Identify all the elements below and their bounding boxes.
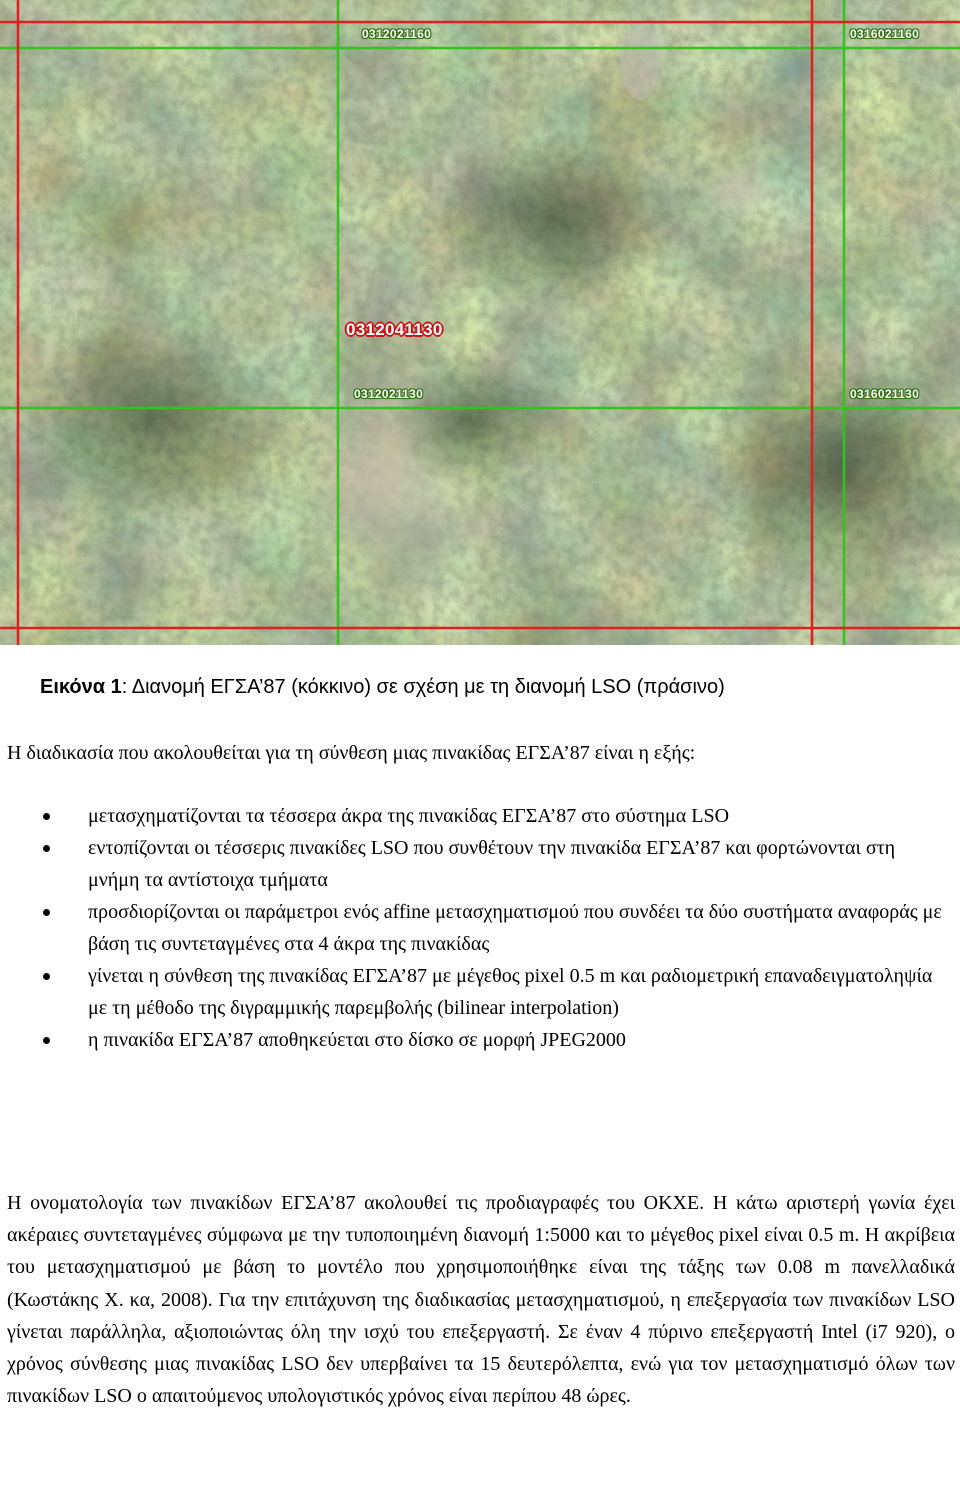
bullet-icon	[43, 909, 50, 916]
intro-sentence: Η διαδικασία που ακολουθείται για τη σύνθεση μιας πινακίδας ΕΓΣΑ’87 είναι η εξής:	[7, 742, 696, 764]
tile-label-mid-left: 0312021130	[354, 387, 424, 401]
list-item-text: γίνεται η σύνθεση της πινακίδας ΕΓΣΑ’87 με μέγεθος pixel 0.5 m και ραδιομετρική επαναδειγματοληψία με τη μέθοδο της διγραμμικής παρεμβολής (bilinear interpolation)	[88, 965, 933, 1019]
body-paragraph: Η ονοματολογία των πινακίδων ΕΓΣΑ’87 ακολουθεί τις προδιαγραφές του ΟΚΧΕ. Η κάτω αριστερή γωνία έχει ακέραιες συντεταγμένες σύμφωνα με την τυποποιημένη διανομή 1:5000 και το μέγεθος pixel είναι 0.5 m. Η ακρίβεια του μετασχηματισμού με βάση το μοντέλο που χρησιμοποιήθηκε είναι της τάξης των 0.08 m πανελλαδικά (Κωστάκης Χ. κα, 2008). Για την επιτάχυνση της διαδικασίας μετασχηματισμού, η επεξεργασία των πινακίδων LSO γίνεται παράλληλα, αξιοποιώντας όλη την ισχύ του επεξεργαστή. Σε έναν 4 πύρινο επεξεργαστή Intel (i7 920), ο χρόνος σύνθεσης μιας πινακίδας LSO δεν υπερβαίνει τα 15 δευτερόλεπτα, ενώ για τον μετασχηματισμό όλων των πινακίδων LSO ο απαιτούμενος υπολογιστικός χρόνος είναι περίπου 48 ώρες.	[7, 1192, 955, 1408]
caption-label: Εικόνα 1	[40, 676, 122, 698]
list-item-text: η πινακίδα ΕΓΣΑ’87 αποθηκεύεται στο δίσκο σε μορφή JPEG2000	[88, 1029, 626, 1051]
tile-label-egsa-center: 0312041130	[346, 320, 443, 339]
list-item	[0, 832, 960, 896]
bullet-icon	[43, 1037, 50, 1044]
orthophoto-image	[0, 0, 960, 645]
aerial-orthophoto-figure	[0, 0, 960, 645]
caption-text: : Διανομή ΕΓΣΑ’87 (κόκκινο) σε σχέση με τη διανομή LSO (πράσινο)	[121, 676, 725, 698]
list-item	[0, 896, 960, 960]
figure-caption	[40, 676, 725, 699]
tile-label-top-right: 0316021160	[850, 27, 920, 41]
tile-label-mid-right: 0316021130	[850, 387, 920, 401]
list-item-text: μετασχηματίζονται τα τέσσερα άκρα της πινακίδας ΕΓΣΑ’87 στο σύστημα LSO	[88, 805, 730, 827]
list-item-text: εντοπίζονται οι τέσσερις πινακίδες LSO που συνθέτουν την πινακίδα ΕΓΣΑ’87 και φορτώνονται στη μνήμη τα αντίστοιχα τμήματα	[88, 837, 896, 891]
list-item	[0, 960, 960, 1024]
list-item	[0, 1024, 960, 1056]
bullet-icon	[43, 973, 50, 980]
bullet-icon	[43, 845, 50, 852]
list-item-text: προσδιορίζονται οι παράμετροι ενός affine μετασχηματισμού που συνδέει τα δύο συστήματα αναφοράς με βάση τις συντεταγμένες στα 4 άκρα της πινακίδας	[88, 901, 942, 955]
list-item	[0, 800, 960, 832]
bullet-icon	[43, 813, 50, 820]
tile-label-top-left: 0312021160	[362, 27, 432, 41]
procedure-list	[0, 800, 960, 1056]
